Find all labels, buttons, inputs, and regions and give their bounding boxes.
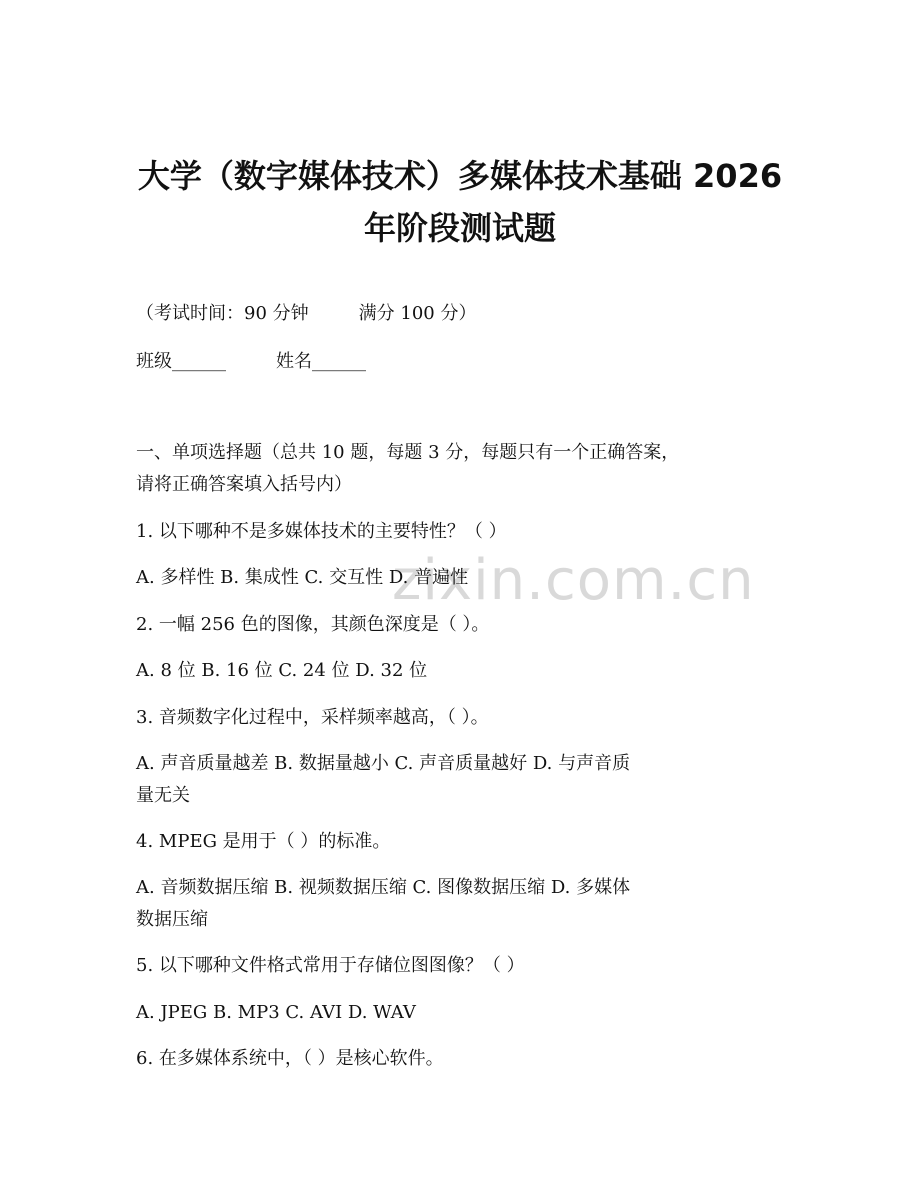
question-1-stem: 1. 以下哪种不是多媒体技术的主要特性？（ ） (136, 521, 507, 542)
question-6-stem: 6. 在多媒体系统中，（ ）是核心软件。 (136, 1048, 444, 1069)
exam-info (136, 298, 776, 330)
question-4-options-line-1: A. 音频数据压缩 B. 视频数据压缩 C. 图像数据压缩 D. 多媒体 (136, 877, 631, 898)
class-field: 班级______ (136, 351, 226, 372)
exam-time: （考试时间：90 分钟 (136, 303, 309, 324)
question-2-options: A. 8 位 B. 16 位 C. 24 位 D. 32 位 (136, 660, 428, 681)
question-1-options: A. 多样性 B. 集成性 C. 交互性 D. 普遍性 (136, 567, 469, 588)
section-heading-line-2: 请将正确答案填入括号内） (136, 474, 352, 495)
exam-score: 满分 100 分） (358, 303, 477, 324)
section-heading-line-1: 一、单项选择题（总共 10 题，每题 3 分，每题只有一个正确答案， (136, 442, 680, 463)
question-4-options-line-2: 数据压缩 (136, 909, 208, 930)
name-field: 姓名______ (276, 351, 366, 372)
question-2-stem: 2. 一幅 256 色的图像，其颜色深度是（ ）。 (136, 614, 490, 635)
watermark: zixin.com.cn (392, 548, 755, 613)
question-3-options-line-1: A. 声音质量越差 B. 数据量越小 C. 声音质量越好 D. 与声音质 (136, 753, 631, 774)
question-4-stem: 4. MPEG 是用于（ ）的标准。 (136, 831, 391, 852)
title-line-1: 大学（数字媒体技术）多媒体技术基础 2026 (137, 157, 783, 195)
title-line-2: 年阶段测试题 (363, 209, 556, 247)
student-info (136, 346, 776, 378)
question-3-options-line-2: 量无关 (136, 785, 190, 806)
question-5-options: A. JPEG B. MP3 C. AVI D. WAV (136, 1002, 416, 1023)
question-3-stem: 3. 音频数字化过程中，采样频率越高，（ ）。 (136, 707, 489, 728)
page-title (60, 150, 860, 254)
question-5-stem: 5. 以下哪种文件格式常用于存储位图图像？（ ） (136, 955, 525, 976)
